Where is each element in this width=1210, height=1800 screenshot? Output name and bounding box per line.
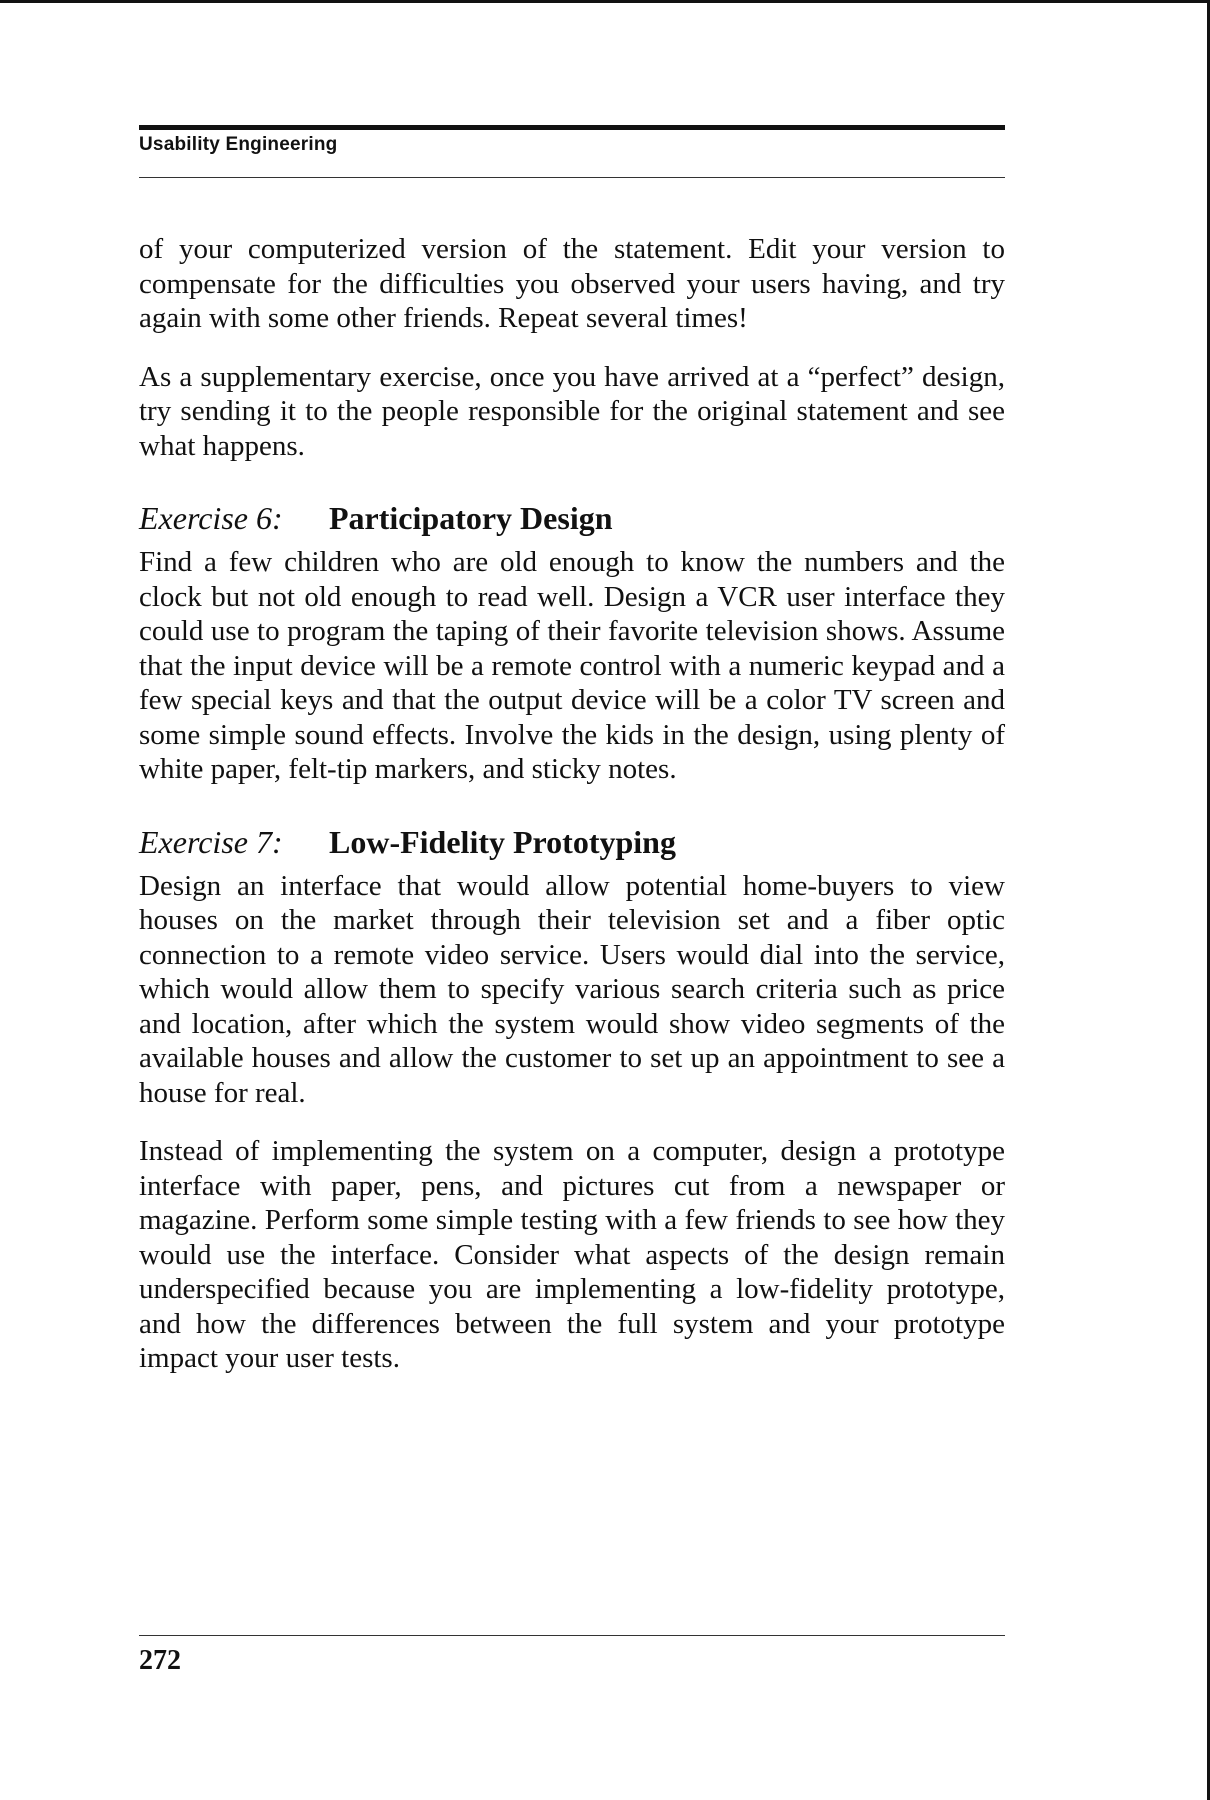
exercise-7-label: Exercise 7: bbox=[139, 823, 283, 860]
page-number: 272 bbox=[139, 1645, 181, 1676]
exercise-6-title: Participatory Design bbox=[329, 500, 613, 536]
exercise-7-paragraph-1: Design an interface that would allow potential home-buyers to view houses on the market through their television set and a fiber optic connection to a remote video service. Users would dial into the service, which would allow them to specify various search criteria such as price and location, after which the system would show video segments of the available houses and allow the customer to set up an appointment to see a house for real. bbox=[139, 869, 1005, 1109]
page-body bbox=[139, 232, 1005, 1376]
exercise-6-paragraph-1: Find a few children who are old enough to know the numbers and the clock but not old enough to read well. Design a VCR user interface they could use to program the taping of their favorite television shows. Assume that the input device will be a remote control with a numeric keypad and a few special keys and that the output device will be a color TV screen and some simple sound effects. Involve the kids in the design, using plenty of white paper, felt-tip markers, and sticky notes. bbox=[139, 546, 1005, 785]
exercise-7-title: Low-Fidelity Prototyping bbox=[329, 823, 676, 860]
intro-paragraph-2: As a supplementary exercise, once you have arrived at a “perfect” design, try sending it to the people responsible for the original statement and see what happens. bbox=[139, 360, 1005, 462]
exercise-6-label: Exercise 6: bbox=[139, 500, 283, 536]
footer-rule bbox=[139, 1635, 1005, 1636]
intro-paragraph-1: of your computerized version of the statement. Edit your version to compensate for the difficulties you observed your users having, and try again with some other friends. Repeat several times! bbox=[139, 233, 1005, 334]
page-top-border bbox=[0, 0, 1210, 3]
header-rule-thick bbox=[139, 125, 1005, 130]
exercise-7-paragraph-2: Instead of implementing the system on a computer, design a prototype interface with paper, pens, and pictures cut from a newspaper or magazine. Perform some simple testing with a few friends to see how they would use the interface. Consider what aspects of the design remain underspecified because you are implementing a low-fidelity prototype, and how the differences between the full system and your prototype impact your user tests. bbox=[139, 1135, 1005, 1374]
running-head: Usability Engineering bbox=[139, 134, 338, 155]
exercise-7-heading bbox=[139, 823, 1005, 861]
exercise-6-heading bbox=[139, 499, 1005, 537]
header-rule-thin bbox=[139, 177, 1005, 178]
